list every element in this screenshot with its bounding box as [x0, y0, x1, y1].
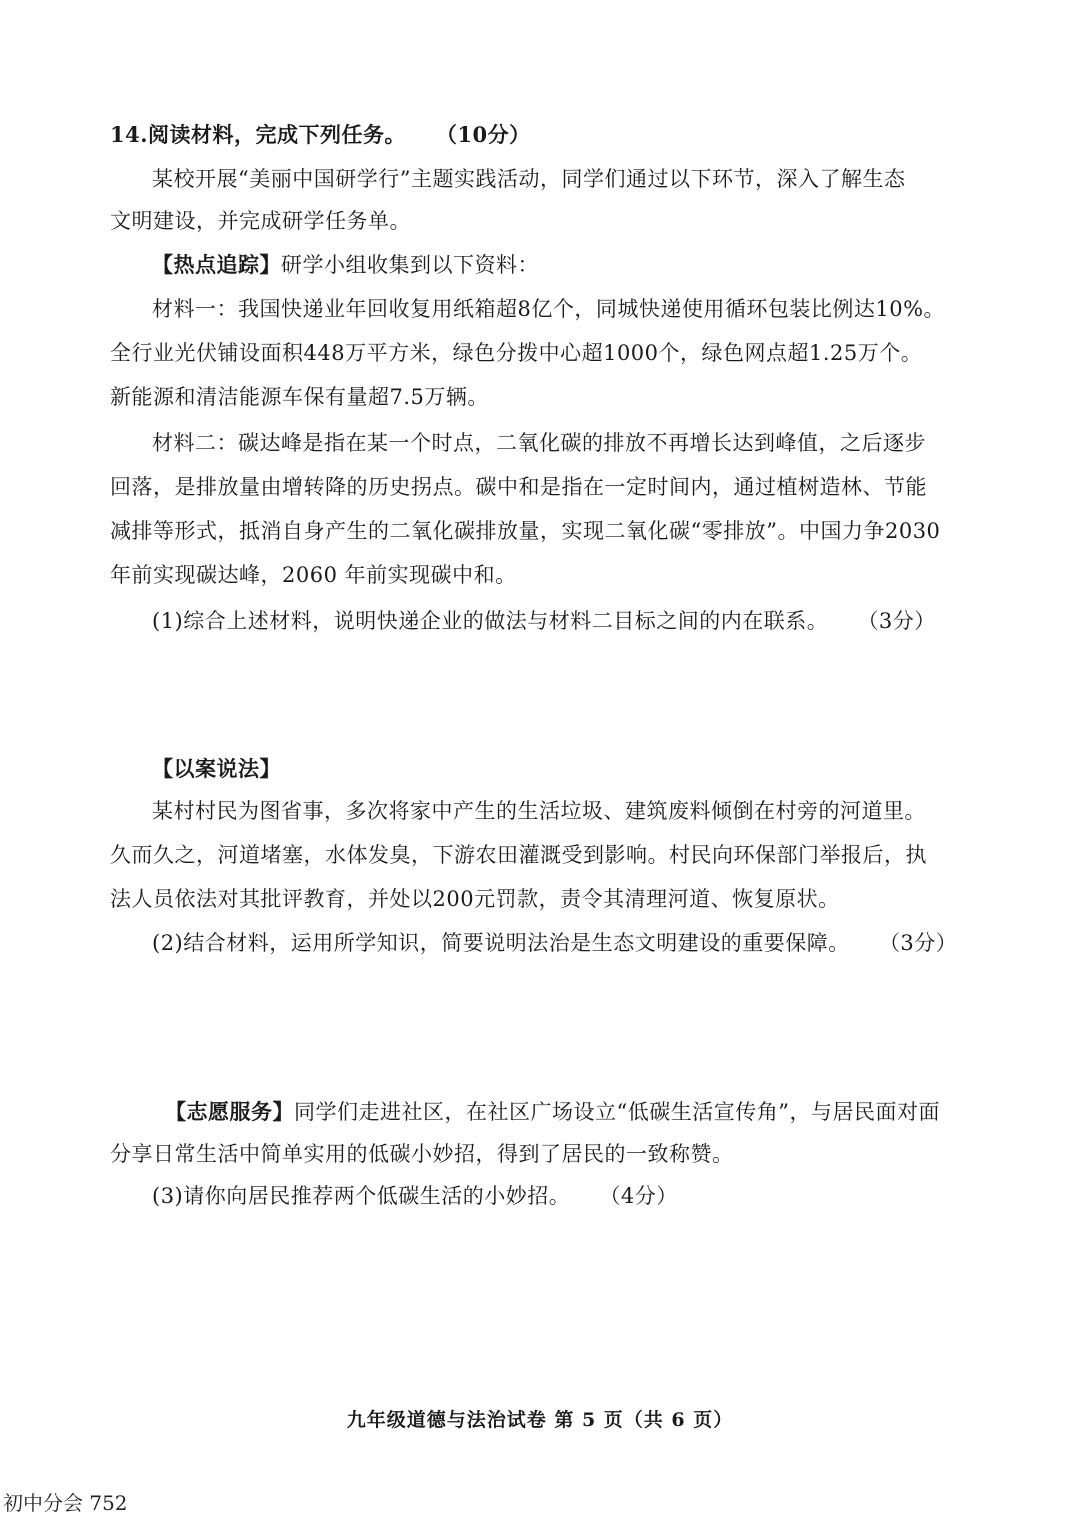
question-score: （10分） [435, 122, 531, 147]
question-3-score: （4分） [599, 1184, 678, 1208]
section3-line-1: 同学们走进社区，在社区广场设立“低碳生活宣传角”，与居民面对面 [294, 1100, 940, 1124]
material2-line-2: 回落，是排放量由增转降的历史拐点。碳中和是指在一定时间内，通过植树造林、节能 [110, 475, 927, 499]
intro-line-1: 某校开展“美丽中国研学行”主题实践活动，同学们通过以下环节，深入了解生态 [152, 167, 906, 191]
question-3: (3)请你向居民推荐两个低碳生活的小妙招。 [152, 1184, 571, 1208]
question-title-row [110, 121, 531, 149]
question-1-score: （3分） [857, 609, 936, 633]
watermark-text: 初中分会 752 [3, 1491, 128, 1515]
section2-tag: 【以案说法】 [152, 756, 281, 781]
section3-line-2: 分享日常生活中简单实用的低碳小妙招，得到了居民的一致称赞。 [110, 1142, 734, 1166]
material1-line-3: 新能源和清洁能源车保有量超7.5万辆。 [110, 385, 489, 409]
material2-line-1: 材料二：碳达峰是指在某一个时点，二氧化碳的排放不再增长达到峰值，之后逐步 [152, 431, 926, 455]
question-2: (2)结合材料，运用所学知识，简要说明法治是生态文明建设的重要保障。 [152, 931, 850, 955]
question-1: (1)综合上述材料，说明快递企业的做法与材料二目标之间的内在联系。 [152, 609, 829, 633]
material2-line-4: 年前实现碳达峰，2060 年前实现碳中和。 [110, 563, 517, 587]
case-line-1: 某村村民为图省事，多次将家中产生的生活垃圾、建筑废料倾倒在村旁的河道里。 [152, 799, 926, 823]
material1-line-1: 材料一：我国快递业年回收复用纸箱超8亿个，同城快递使用循环包装比例达10%。 [152, 297, 946, 321]
section1-heading [152, 251, 539, 279]
question-2-score: （3分） [878, 931, 958, 955]
question-title: 14.阅读材料，完成下列任务。 [110, 122, 407, 147]
intro-line-2: 文明建设，并完成研学任务单。 [110, 209, 411, 233]
section1-lead: 研学小组收集到以下资料： [281, 253, 539, 277]
question-3-row [152, 1182, 678, 1210]
section3-tag: 【志愿服务】 [165, 1099, 294, 1124]
section1-tag: 【热点追踪】 [152, 252, 281, 277]
case-line-2: 久而久之，河道堵塞，水体发臭，下游农田灌溉受到影响。村民向环保部门举报后，执 [110, 843, 927, 867]
material1-line-2: 全行业光伏铺设面积448万平方米，绿色分拨中心超1000个，绿色网点超1.25万个。 [110, 341, 923, 365]
question-2-row [152, 929, 957, 957]
question-1-row [152, 607, 936, 635]
page-footer: 九年级道德与法治试卷 第 5 页（共 6 页） [346, 1409, 734, 1431]
material2-line-3: 减排等形式，抵消自身产生的二氧化碳排放量，实现二氧化碳“零排放”。中国力争2030 [110, 519, 941, 543]
section3-heading [165, 1098, 940, 1126]
case-line-3: 法人员依法对其批评教育，并处以200元罚款，责令其清理河道、恢复原状。 [110, 887, 840, 911]
